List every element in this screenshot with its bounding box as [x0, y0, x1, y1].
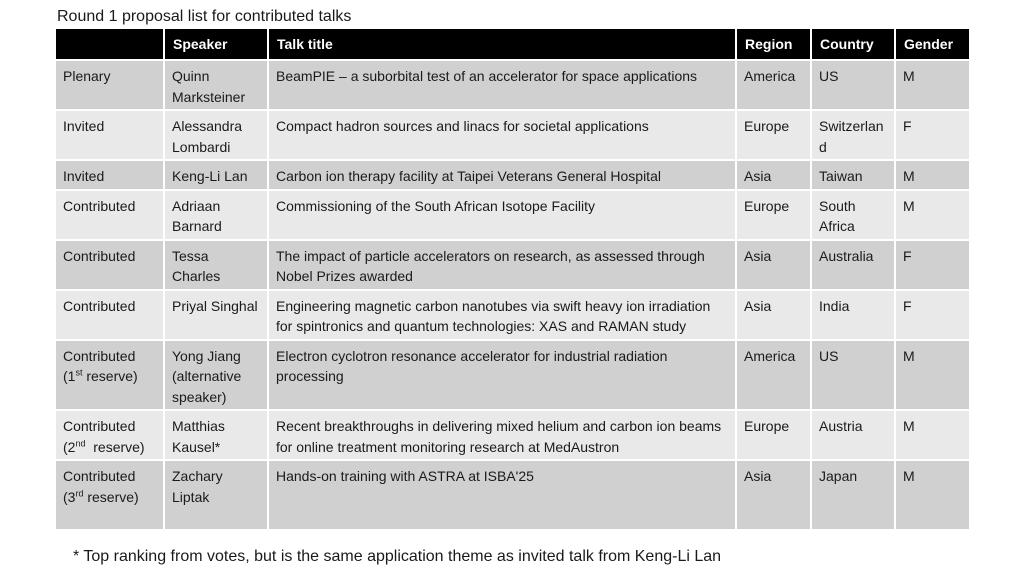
table-row	[56, 340, 969, 411]
reserve-prefix: (3	[63, 488, 76, 505]
cell-region: Europe	[736, 410, 811, 460]
cell-speaker: Alessandra Lombardi	[164, 110, 268, 160]
cell-type: Invited	[56, 110, 164, 160]
cell-speaker: Matthias Kausel*	[164, 410, 268, 460]
type-label: Contributed	[63, 347, 136, 364]
header-type	[56, 29, 164, 60]
cell-country: India	[811, 290, 895, 340]
cell-type	[56, 410, 164, 460]
cell-country: Australia	[811, 240, 895, 290]
cell-gender: F	[895, 290, 969, 340]
header-talk-title: Talk title	[268, 29, 736, 60]
cell-type: Contributed	[56, 290, 164, 340]
table-row	[56, 240, 969, 290]
slide-title: Round 1 proposal list for contributed talks	[57, 8, 352, 25]
footnote: * Top ranking from votes, but is the same application theme as invited talk from Keng-Li Lan	[73, 548, 722, 565]
cell-gender: M	[895, 410, 969, 460]
type-label: Contributed	[63, 418, 136, 434]
cell-region: Asia	[736, 460, 811, 529]
table-row	[56, 60, 969, 110]
reserve-ordinal: st	[75, 367, 83, 378]
cell-talk-title: Engineering magnetic carbon nanotubes via swift heavy ion irradiation for spintronics and quantum technologies: XAS and RAMAN study	[268, 290, 736, 340]
reserve-suffix: reserve)	[83, 488, 139, 505]
reserve-ordinal: rd	[75, 487, 84, 498]
cell-gender: M	[895, 190, 969, 240]
reserve-ordinal: nd	[75, 437, 86, 448]
table-row	[56, 460, 969, 529]
cell-type	[56, 340, 164, 411]
table-header-row	[56, 29, 969, 60]
cell-talk-title: Hands-on training with ASTRA at ISBA'25	[268, 460, 736, 529]
header-country: Country	[811, 29, 895, 60]
cell-talk-title: BeamPIE – a suborbital test of an accelerator for space applications	[268, 60, 736, 110]
cell-talk-title: The impact of particle accelerators on research, as assessed through Nobel Prizes awarded	[268, 240, 736, 290]
cell-gender: M	[895, 60, 969, 110]
type-label: Contributed	[63, 468, 136, 484]
table-row	[56, 160, 969, 190]
cell-country: Japan	[811, 460, 895, 529]
cell-talk-title: Recent breakthroughs in delivering mixed helium and carbon ion beams for online treatment monitoring research at MedAustron	[268, 410, 736, 460]
cell-talk-title: Commissioning of the South African Isotope Facility	[268, 190, 736, 240]
cell-speaker: Priyal Singhal	[164, 290, 268, 340]
cell-region: Europe	[736, 190, 811, 240]
cell-gender: M	[895, 460, 969, 529]
cell-region: Europe	[736, 110, 811, 160]
cell-region: Asia	[736, 290, 811, 340]
cell-gender: M	[895, 340, 969, 411]
cell-talk-title: Electron cyclotron resonance accelerator for industrial radiation processing	[268, 340, 736, 411]
header-speaker: Speaker	[164, 29, 268, 60]
table-row	[56, 110, 969, 160]
cell-type: Contributed	[56, 190, 164, 240]
cell-speaker: Quinn Marksteiner	[164, 60, 268, 110]
table-row	[56, 190, 969, 240]
header-region: Region	[736, 29, 811, 60]
cell-speaker: Zachary Liptak	[164, 460, 268, 529]
cell-speaker: Adriaan Barnard	[164, 190, 268, 240]
cell-region: Asia	[736, 240, 811, 290]
proposal-table	[56, 29, 969, 529]
cell-region: Asia	[736, 160, 811, 190]
cell-gender: M	[895, 160, 969, 190]
header-gender: Gender	[895, 29, 969, 60]
cell-type: Invited	[56, 160, 164, 190]
cell-talk-title: Carbon ion therapy facility at Taipei Veterans General Hospital	[268, 160, 736, 190]
cell-type: Plenary	[56, 60, 164, 110]
cell-type	[56, 460, 164, 529]
cell-speaker: Tessa Charles	[164, 240, 268, 290]
cell-country: Taiwan	[811, 160, 895, 190]
reserve-prefix: (1	[63, 368, 76, 384]
cell-gender: F	[895, 240, 969, 290]
cell-country: US	[811, 60, 895, 110]
cell-speaker: Yong Jiang (alternative speaker)	[164, 340, 268, 411]
reserve-suffix: reserve)	[82, 368, 138, 384]
table-row	[56, 410, 969, 460]
cell-gender: F	[895, 110, 969, 160]
cell-country: Austria	[811, 410, 895, 460]
reserve-prefix: (2	[63, 438, 76, 455]
cell-talk-title: Compact hadron sources and linacs for societal applications	[268, 110, 736, 160]
table-row	[56, 290, 969, 340]
cell-country: Switzerland	[811, 110, 895, 160]
reserve-suffix: reserve)	[85, 438, 145, 455]
cell-speaker: Keng-Li Lan	[164, 160, 268, 190]
cell-type: Contributed	[56, 240, 164, 290]
cell-country: US	[811, 340, 895, 411]
cell-country: South Africa	[811, 190, 895, 240]
cell-region: America	[736, 340, 811, 411]
cell-region: America	[736, 60, 811, 110]
